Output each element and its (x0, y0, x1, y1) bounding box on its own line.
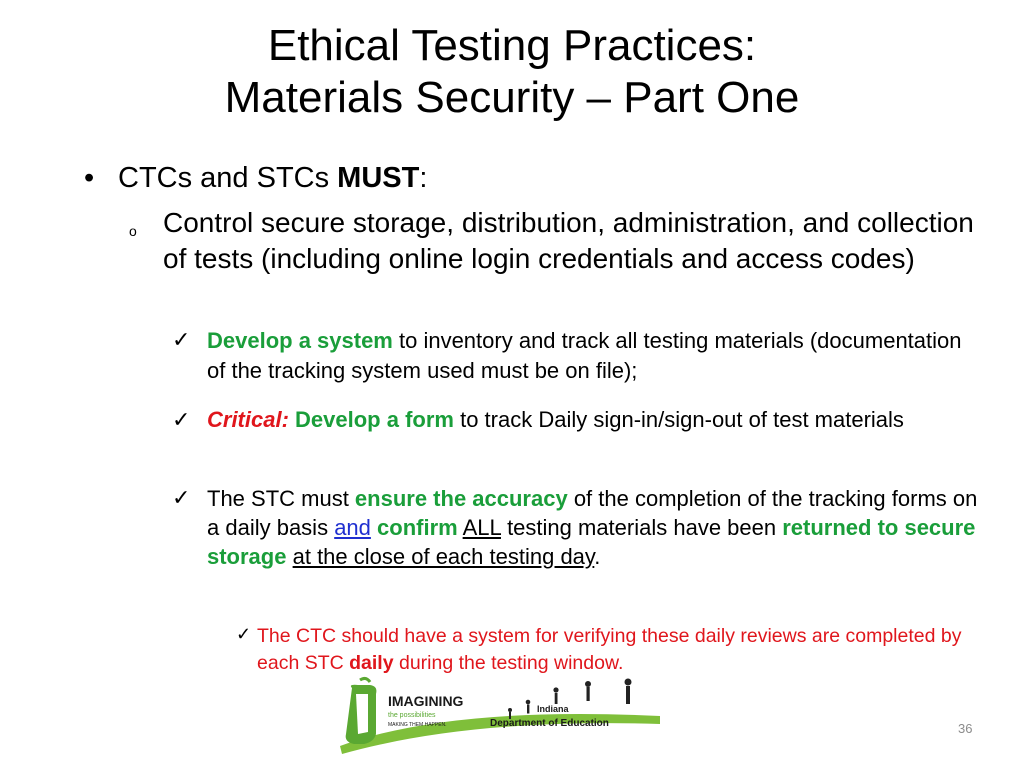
emph-ensure-accuracy: ensure the accuracy (354, 486, 568, 511)
text-part: The CTC should have a system for verifying these daily reviews are completed by each STC (257, 625, 962, 674)
checkmark-icon: ✓ (172, 485, 191, 510)
logo-state: Indiana (537, 704, 569, 714)
emph-all: ALL (462, 515, 501, 540)
logo-tagline: MAKING THEM HAPPEN. (388, 722, 447, 728)
check-item-emph: Develop a system (207, 328, 393, 353)
emph-daily: daily (349, 652, 394, 674)
text-part: testing materials have been (500, 515, 783, 540)
bullet-text (118, 160, 427, 196)
check-item-emph: Develop a form (288, 407, 454, 432)
check-item-develop-form (207, 406, 977, 434)
emph-confirm: confirm (377, 515, 458, 540)
walking-figures (508, 679, 632, 720)
check-item-ensure-accuracy (207, 484, 982, 571)
text-part: during the testing window. (393, 652, 624, 674)
page-number: 36 (958, 721, 973, 736)
apple-leaf (360, 678, 370, 682)
slide-title (0, 20, 1024, 124)
checkmark-icon: ✓ (172, 407, 191, 432)
bullet-bold-must: MUST (337, 162, 420, 194)
text-part: . (594, 544, 601, 569)
title-line-2: Materials Security – Part One (224, 73, 800, 122)
sub-check-ctc-system (257, 623, 977, 677)
bullet-tail: : (419, 162, 428, 194)
checkmark-icon: ✓ (172, 327, 191, 352)
indiana-state-shape (356, 694, 368, 734)
and-link[interactable]: and (334, 515, 371, 540)
bullet-lead: CTCs and STCs (118, 162, 338, 194)
title-line-1: Ethical Testing Practices: (267, 21, 757, 70)
text-part: The STC must (207, 486, 355, 511)
logo-department: Department of Education (490, 718, 609, 729)
sub-bullet-marker: o (129, 223, 137, 239)
logo-possibilities: the possibilities (388, 712, 436, 719)
emph-returned: returned to secure storage (207, 515, 976, 569)
emph-close-of-day: at the close of each testing day (292, 544, 595, 569)
text-part: of the completion of the tracking forms on a daily basis (207, 486, 978, 540)
check-item-rest: to inventory and track all testing materials (documentation of the tracking system used must be on file); (207, 328, 962, 383)
check-item-develop-system (207, 326, 977, 386)
bullet-marker: • (84, 162, 95, 194)
indiana-doe-logo (330, 676, 660, 756)
sub-bullet-text: Control secure storage, distribution, administration, and collection of tests (including online login credentials and access codes) (163, 207, 974, 274)
check-item-rest: to track Daily sign-in/sign-out of test materials (453, 407, 904, 432)
critical-label: Critical: (207, 407, 289, 432)
logo-imagining: IMAGINING (388, 693, 464, 709)
checkmark-icon: ✓ (236, 624, 252, 644)
